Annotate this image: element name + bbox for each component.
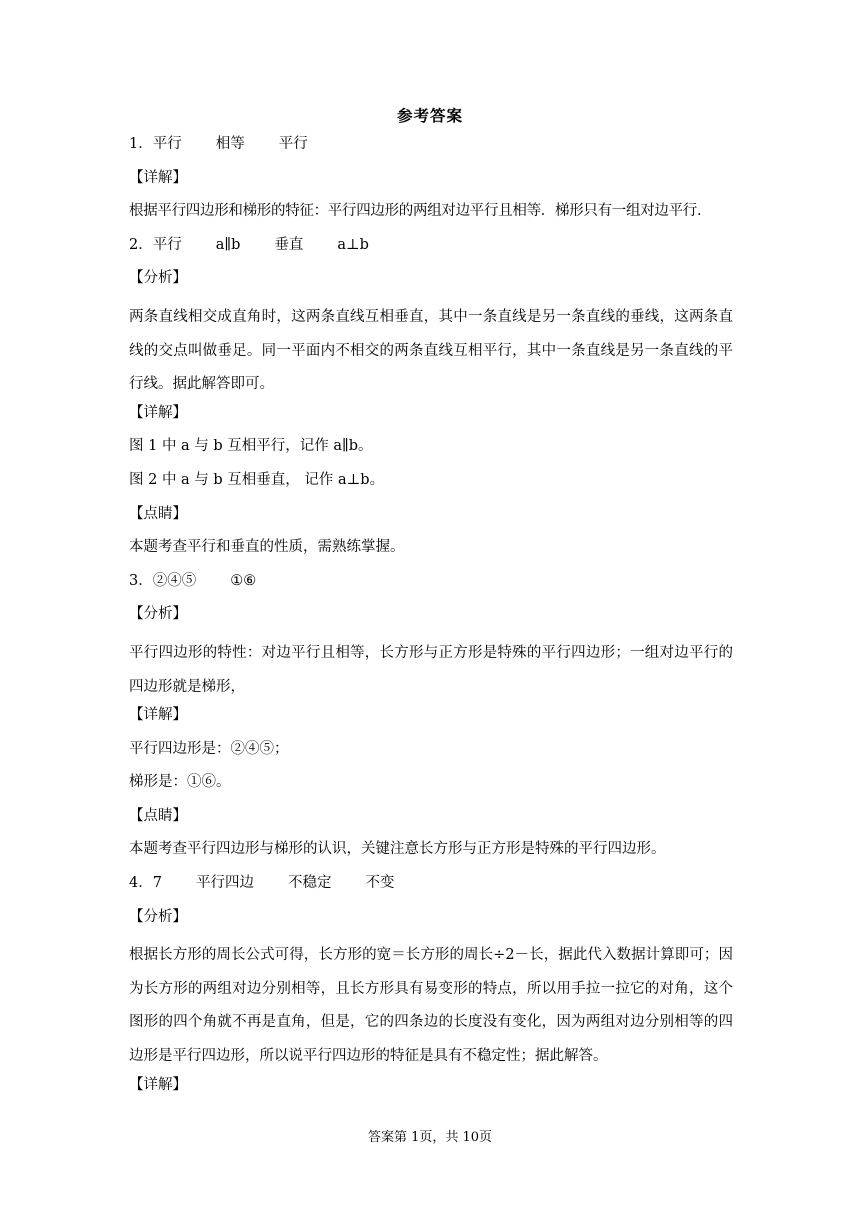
page-title: 参考答案 <box>396 106 463 125</box>
q3-answer-1: 3．②④⑤ <box>129 572 197 589</box>
q2-detail-label: 【详解】 <box>129 404 187 421</box>
q4-answer-1: 4．7 <box>129 875 162 892</box>
q3-analysis-label: 【分析】 <box>129 606 187 623</box>
q1-answer-3: 平行 <box>278 136 308 152</box>
q2-answer-line <box>129 234 733 268</box>
q1-detail-text: 根据平行四边形和梯形的特征：平行四边形的两组对边平行且相等．梯形只有一组对边平行． <box>129 203 712 220</box>
q4-detail-label: 【详解】 <box>129 1076 187 1093</box>
q3-answer-line <box>129 570 733 604</box>
q2-answer-3: 垂直 <box>274 236 304 253</box>
q1-answer-2: 相等 <box>215 136 245 152</box>
q1-detail-label: 【详解】 <box>129 169 187 186</box>
q2-answer-4: a⊥b <box>337 236 369 253</box>
q2-detail-line-1: 图 1 中 a 与 b 互相平行，记作 a∥b。 <box>129 438 373 455</box>
page-footer: 答案第 1页，共 10页 <box>367 1130 493 1145</box>
q2-analysis-label: 【分析】 <box>129 270 187 287</box>
q1-answer-1: 1．平行 <box>129 136 182 152</box>
q2-comment-label: 【点睛】 <box>129 505 187 522</box>
q3-comment-label: 【点睛】 <box>129 807 187 824</box>
q3-comment-text: 本题考查平行四边形与梯形的认识，关键注意长方形与正方形是特殊的平行四边形。 <box>129 841 666 858</box>
q4-analysis-text: 根据长方形的周长公式可得，长方形的宽＝长方形的周长÷2－长，据此代入数据计算即可；因为长方形的两组对边分别相等，且长方形具有易变形的特点，所以用手拉一拉它的对角，这个图形的四个角就不再是直角，但是，它的四条边的长度没有变化，因为两组对边分别相等的四边形是平行四边形，所以说平行四边形的特征是具有不稳定性；据此解答。 <box>129 947 733 1065</box>
q2-detail-line-2: 图 2 中 a 与 b 互相垂直， 记作 a⊥b。 <box>129 471 385 488</box>
q3-detail-label: 【详解】 <box>129 707 187 724</box>
q3-detail-line-1: 平行四边形是：②④⑤； <box>129 740 289 757</box>
q2-comment-text: 本题考查平行和垂直的性质，需熟练掌握。 <box>129 539 405 556</box>
q4-analysis-label: 【分析】 <box>129 908 187 925</box>
q3-detail-line-2: 梯形是：①⑥。 <box>129 774 231 791</box>
q3-answer-2: ①⑥ <box>230 572 257 589</box>
q4-answer-3: 不稳定 <box>287 875 332 892</box>
q3-analysis-text: 平行四边形的特性：对边平行且相等，长方形与正方形是特殊的平行四边形；一组对边平行的四边形就是梯形， <box>129 644 733 695</box>
q4-answer-2: 平行四边 <box>195 875 254 892</box>
q2-answer-2: a∥b <box>215 236 241 253</box>
answer-content <box>129 133 733 1107</box>
q4-answer-line <box>129 872 733 906</box>
q4-answer-4: 不变 <box>365 875 395 892</box>
q2-answer-1: 2．平行 <box>129 236 182 253</box>
q1-answer-line <box>129 133 733 167</box>
q2-analysis-text: 两条直线相交成直角时，这两条直线互相垂直，其中一条直线是另一条直线的垂线，这两条直线的交点叫做垂足。同一平面内不相交的两条直线互相平行，其中一条直线是另一条直线的平行线。据此解答即可。 <box>129 308 733 393</box>
